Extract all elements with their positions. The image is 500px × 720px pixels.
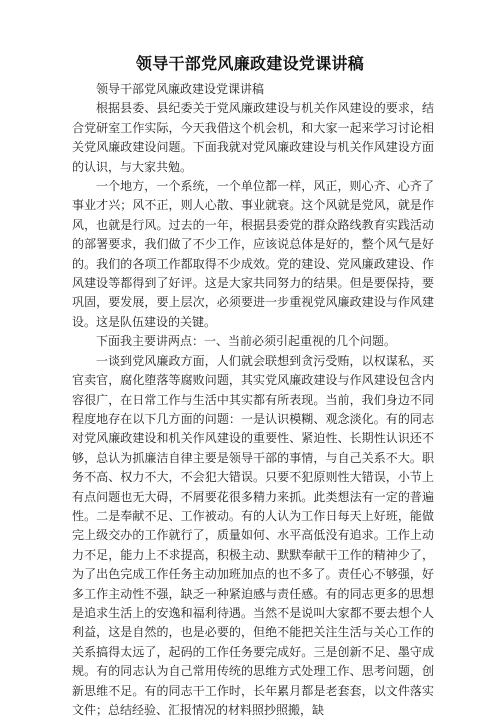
page-title: 领导干部党风廉政建设党课讲稿 [135, 54, 365, 73]
subtitle-paragraph: 领导干部党风廉政建设党课讲稿 [96, 82, 265, 96]
intro-paragraph: 根据县委、县纪委关于党风廉政建设与机关作风建设的要求，结合党研室工作实际，今天我借这个机会机，和大家一起来学习讨论相关党风廉政建设问题。下面我就对党风廉政建设与机关作风建设方面的认识，与大家共勉。 [72, 101, 434, 174]
section-heading-paragraph: 下面我主要讲两点：一、当前必须引起重视的几个问题。 [96, 334, 397, 349]
document-body [72, 80, 434, 720]
body-paragraph: 一个地方，一个系统，一个单位都一样，风正，则心齐、心齐了事业才兴；风不正，则人心散、事业就衰。这个风就是党风，就是作风，也就是行风。过去的一年，根据县委党的群众路线教育实践活动的部署要求，我们做了不少工作，应该说总体是好的，整个风气是好的。我们的各项工作都取得不少成效。党的建设、党风廉政建设、作风建设等都得到了好评。这是大家共同努力的结果。但是要保持，要巩固，要发展，要上层次，必须要进一步重视党风廉政建设与作风建设。这是队伍建设的关键。 [72, 179, 434, 329]
body-paragraph: 一谈到党风廉政方面，人们就会联想到贪污受贿，以权谋私，买官卖官，腐化堕落等腐败问题，其实党风廉政建设与作风建设包含内容很广，在日常工作与生活中其实都有所表现。当前，我们身边不同程度地存在以下几方面的问题：一是认识模糊、观念淡化。有的同志对党风廉政建设和机关作风建设的重要性、紧迫性、长期性认识还不够，总认为抓廉洁自律主要是领导干部的事情，与自己关系不大。职务不高、权力不大，不会犯大错误。只要不犯原则性大错误，小节上有点问题也无大碍，不屑要花很多精力来抓。此类想法有一定的普遍性。二是奉献不足、工作被动。有的人认为工作日每天上好班，能做完上级交办的工作就行了，质量如何、水平高低没有追求。工作上动力不足，能力上不求提高，积极主动、默默奉献干工作的精神少了，为了出色完成工作任务主动加班加点的也不多了。责任心不够强，好多工作主动性不强，缺乏一种紧迫感与责任感。有的同志更多的思想是追求生活上的安逸和福利待遇。当然不是说叫大家都不要去想个人利益，这是自然的，也是必要的，但绝不能把关注生活与关心工作的关系搞得太远了，起码的工作任务要完成好。三是创新不足、墨守成规。有的同志认为自己常用传统的思维方式处理工作、思考问题，创新思维不足。有的同志干工作时，长年累月都是老套套，以文件落实文件；总结经验、汇报情况的材料照抄照搬，缺 [72, 353, 434, 717]
